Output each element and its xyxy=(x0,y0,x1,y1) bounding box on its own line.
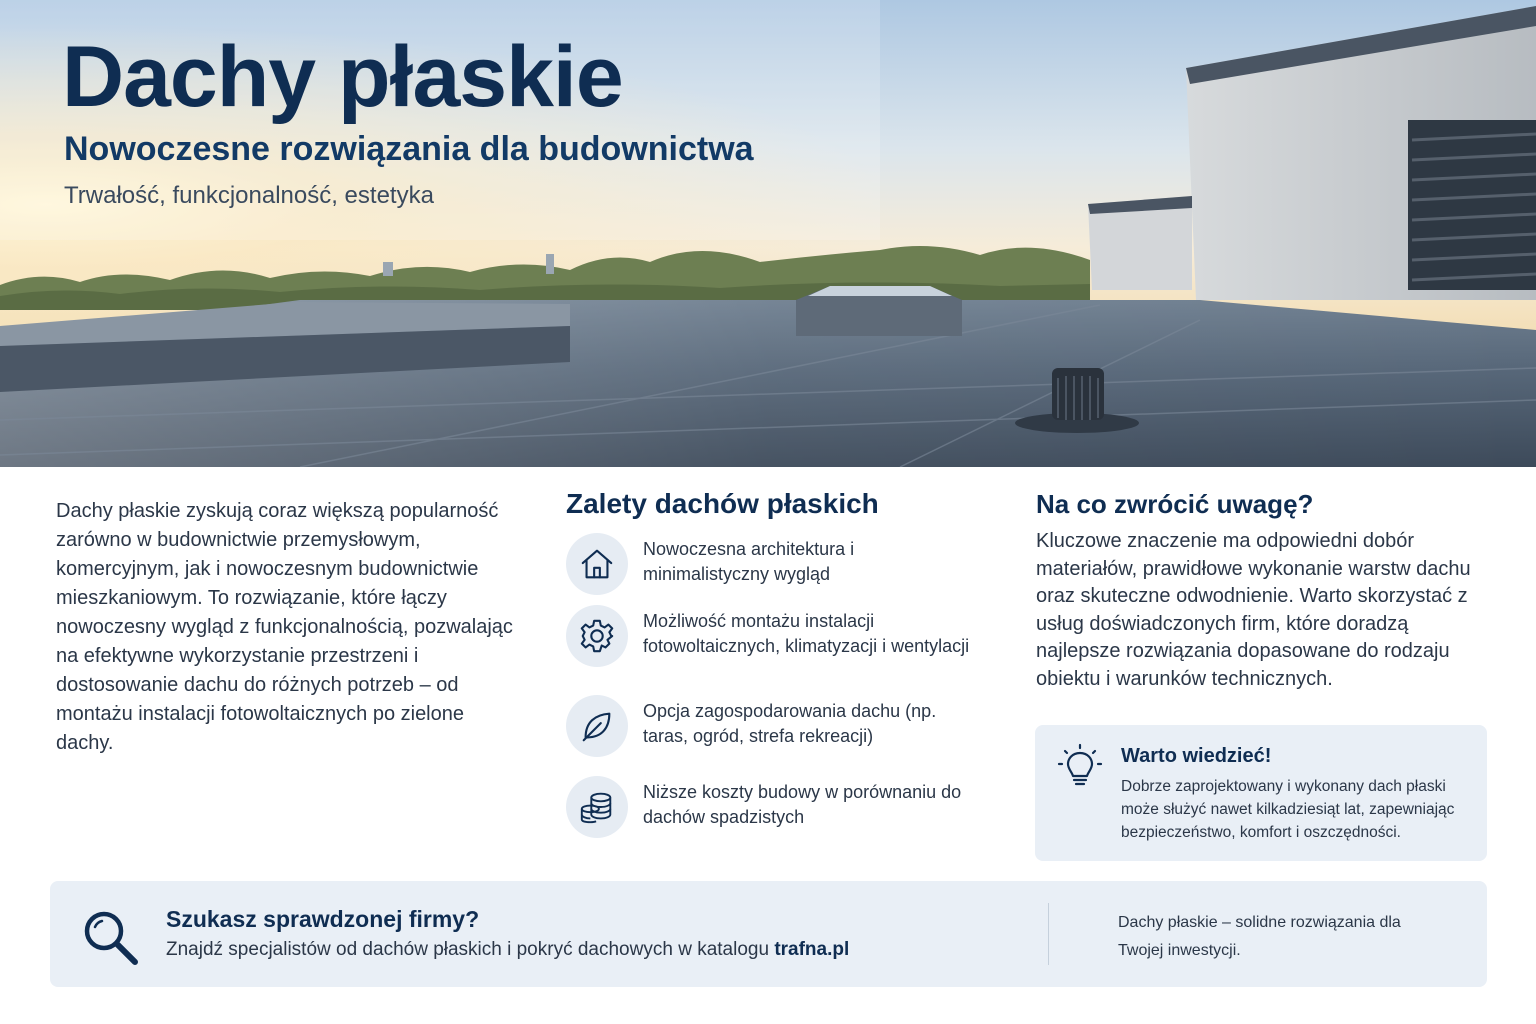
attention-section xyxy=(1036,489,1496,693)
attention-heading: Na co zwrócić uwagę? xyxy=(1036,489,1314,519)
tip-title: Warto wiedzieć! xyxy=(1121,745,1272,767)
benefit-item xyxy=(566,776,973,838)
intro-paragraph: Dachy płaskie zyskują coraz większą popularność zarówno w budownictwie przemysłowym, komercyjnym, jak i nowoczesnym budownictwie mieszkaniowym. To rozwiązanie, które łączy nowoczesny wygląd z funkcjonalnością, pozwalając na efektywne wykorzystanie przestrzeni i dostosowanie dachu do różnych potrzeb – od montażu instalacji fotowoltaicznych po zielone dachy. xyxy=(56,500,513,754)
banner-text: Znajdź specjalistów od dachów płaskich i pokryć dachowych w katalogu trafna.pl xyxy=(166,939,850,960)
tip-box xyxy=(1035,725,1487,861)
leaf-icon xyxy=(578,707,616,745)
page-tagline: Trwałość, funkcjonalność, estetyka xyxy=(64,182,434,209)
tip-text: Dobrze zaprojektowany i wykonany dach płaski może służyć nawet kilkadziesiąt lat, zapewniając bezpieczeństwo, komfort i oszczędności. xyxy=(1121,778,1455,841)
banner-side-text: Dachy płaskie – solidne rozwiązania dla Twojej inwestycji. xyxy=(1118,914,1401,959)
hero-section xyxy=(0,0,1536,467)
attention-paragraph: Kluczowe znaczenie ma odpowiedni dobór materiałów, prawidłowe wykonanie warstw dachu oraz skuteczne odwodnienie. Warto skorzystać z usług doświadczonych firm, które doradzą najlepsze rozwiązania dopasowane do rodzaju obiektu i warunków technicznych. xyxy=(1036,530,1471,690)
benefit-text: Opcja zagospodarowania dachu (np. taras, ogród, strefa rekreacji) xyxy=(643,701,937,746)
benefit-text: Niższe koszty budowy w porównaniu do dachów spadzistych xyxy=(643,782,962,827)
cta-banner xyxy=(50,881,1487,987)
gear-icon xyxy=(578,617,616,655)
benefit-item xyxy=(566,605,973,667)
house-icon xyxy=(578,545,616,583)
coins-icon xyxy=(578,788,616,826)
banner-divider xyxy=(1048,903,1049,965)
page-subtitle: Nowoczesne rozwiązania dla budownictwa xyxy=(64,130,754,168)
benefits-section xyxy=(566,487,986,827)
catalog-link[interactable]: trafna.pl xyxy=(774,939,850,960)
benefit-text: Możliwość montażu instalacji fotowoltaicznych, klimatyzacji i wentylacji xyxy=(643,611,970,656)
benefits-heading: Zalety dachów płaskich xyxy=(566,488,879,519)
banner-title: Szukasz sprawdzonej firmy? xyxy=(166,906,480,932)
page-title: Dachy płaskie xyxy=(62,29,623,125)
benefit-item xyxy=(566,695,973,757)
benefit-item xyxy=(566,533,973,595)
benefit-text: Nowoczesna architektura i minimalistyczny wygląd xyxy=(643,539,855,584)
search-icon xyxy=(82,909,140,967)
lightbulb-icon xyxy=(1057,743,1103,791)
